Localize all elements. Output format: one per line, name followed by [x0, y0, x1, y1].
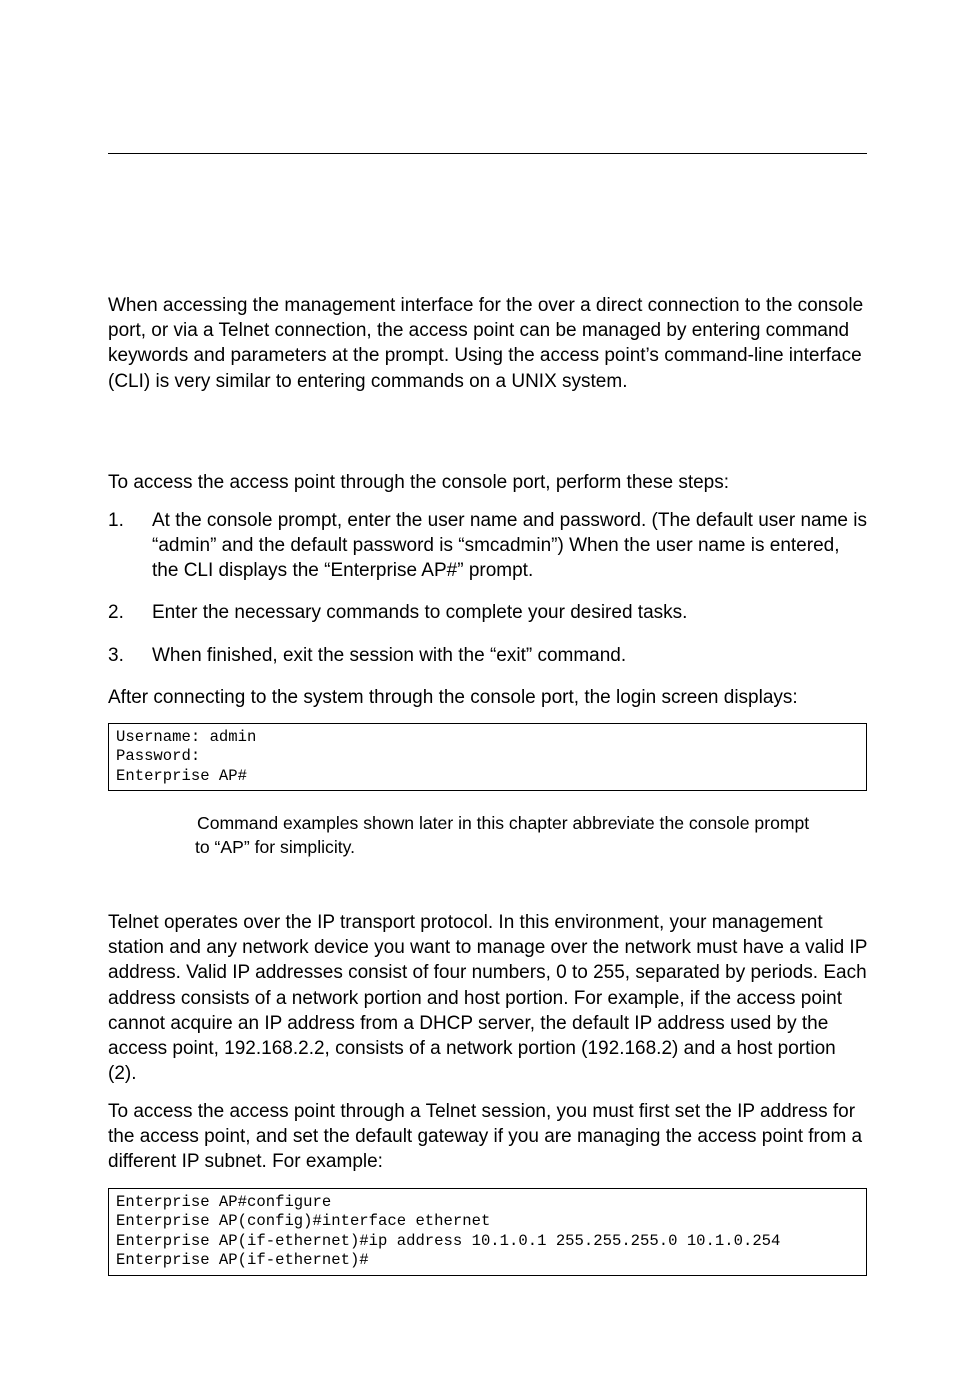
console-intro-paragraph: To access the access point through the console port, perform these steps:	[108, 472, 730, 493]
note	[195, 812, 875, 859]
code-line: Enterprise AP(if-ethernet)#	[116, 1251, 369, 1270]
step-text: At the console prompt, enter the user name and password. (The default user name is “admin” and the default password is “smcadmin”) When the user name is entered, the CLI displays the “Enterprise AP#” prompt.	[152, 510, 867, 582]
note-line: Command examples shown later in this chapter abbreviate the console prompt	[197, 813, 810, 833]
intro-paragraph: When accessing the management interface for the over a direct connection to the console port, or via a Telnet connection, the access point can be managed by entering command keywords and parameters at the prompt. Using the access point’s command-line interface (CLI) is very similar to entering commands on a UNIX system.	[108, 295, 864, 392]
code-line: Enterprise AP(config)#interface ethernet	[116, 1212, 491, 1231]
telnet-paragraph-1: Telnet operates over the IP transport protocol. In this environment, your management station and any network device you want to manage over the network must have a valid IP address. Valid IP addresses consist of four numbers, 0 to 255, separated by periods. Each address consists of a network portion and host portion. For example, if the access point cannot acquire an IP address from a DHCP server, the default IP address used by the access point, 192.168.2.2, consists of a network portion (192.168.2) and a host portion (2).	[108, 912, 868, 1085]
code-line: Enterprise AP#configure	[116, 1193, 332, 1211]
telnet-paragraph-2: To access the access point through a Telnet session, you must first set the IP address for the access point, and set the default gateway if you are managing the access point from a different IP subnet. For example:	[108, 1101, 863, 1173]
code-line: Enterprise AP#	[116, 766, 248, 785]
step-number: 2.	[108, 602, 124, 623]
login-code-block	[108, 723, 867, 791]
code-line: Username: admin	[116, 728, 257, 746]
telnet-code-block	[108, 1188, 867, 1276]
code-line: Password:	[116, 747, 201, 766]
code-line: Enterprise AP(if-ethernet)#ip address 10.1.0.1 255.255.255.0 10.1.0.254	[116, 1231, 781, 1250]
step-text: Enter the necessary commands to complete your desired tasks.	[152, 602, 688, 623]
note-line: to “AP” for simplicity.	[195, 836, 355, 857]
step-number: 3.	[108, 645, 124, 666]
header-rule	[108, 153, 867, 154]
step-number: 1.	[108, 510, 124, 531]
step-text: When finished, exit the session with the “exit” command.	[152, 645, 627, 666]
after-connect-paragraph: After connecting to the system through the console port, the login screen displays:	[108, 687, 798, 708]
